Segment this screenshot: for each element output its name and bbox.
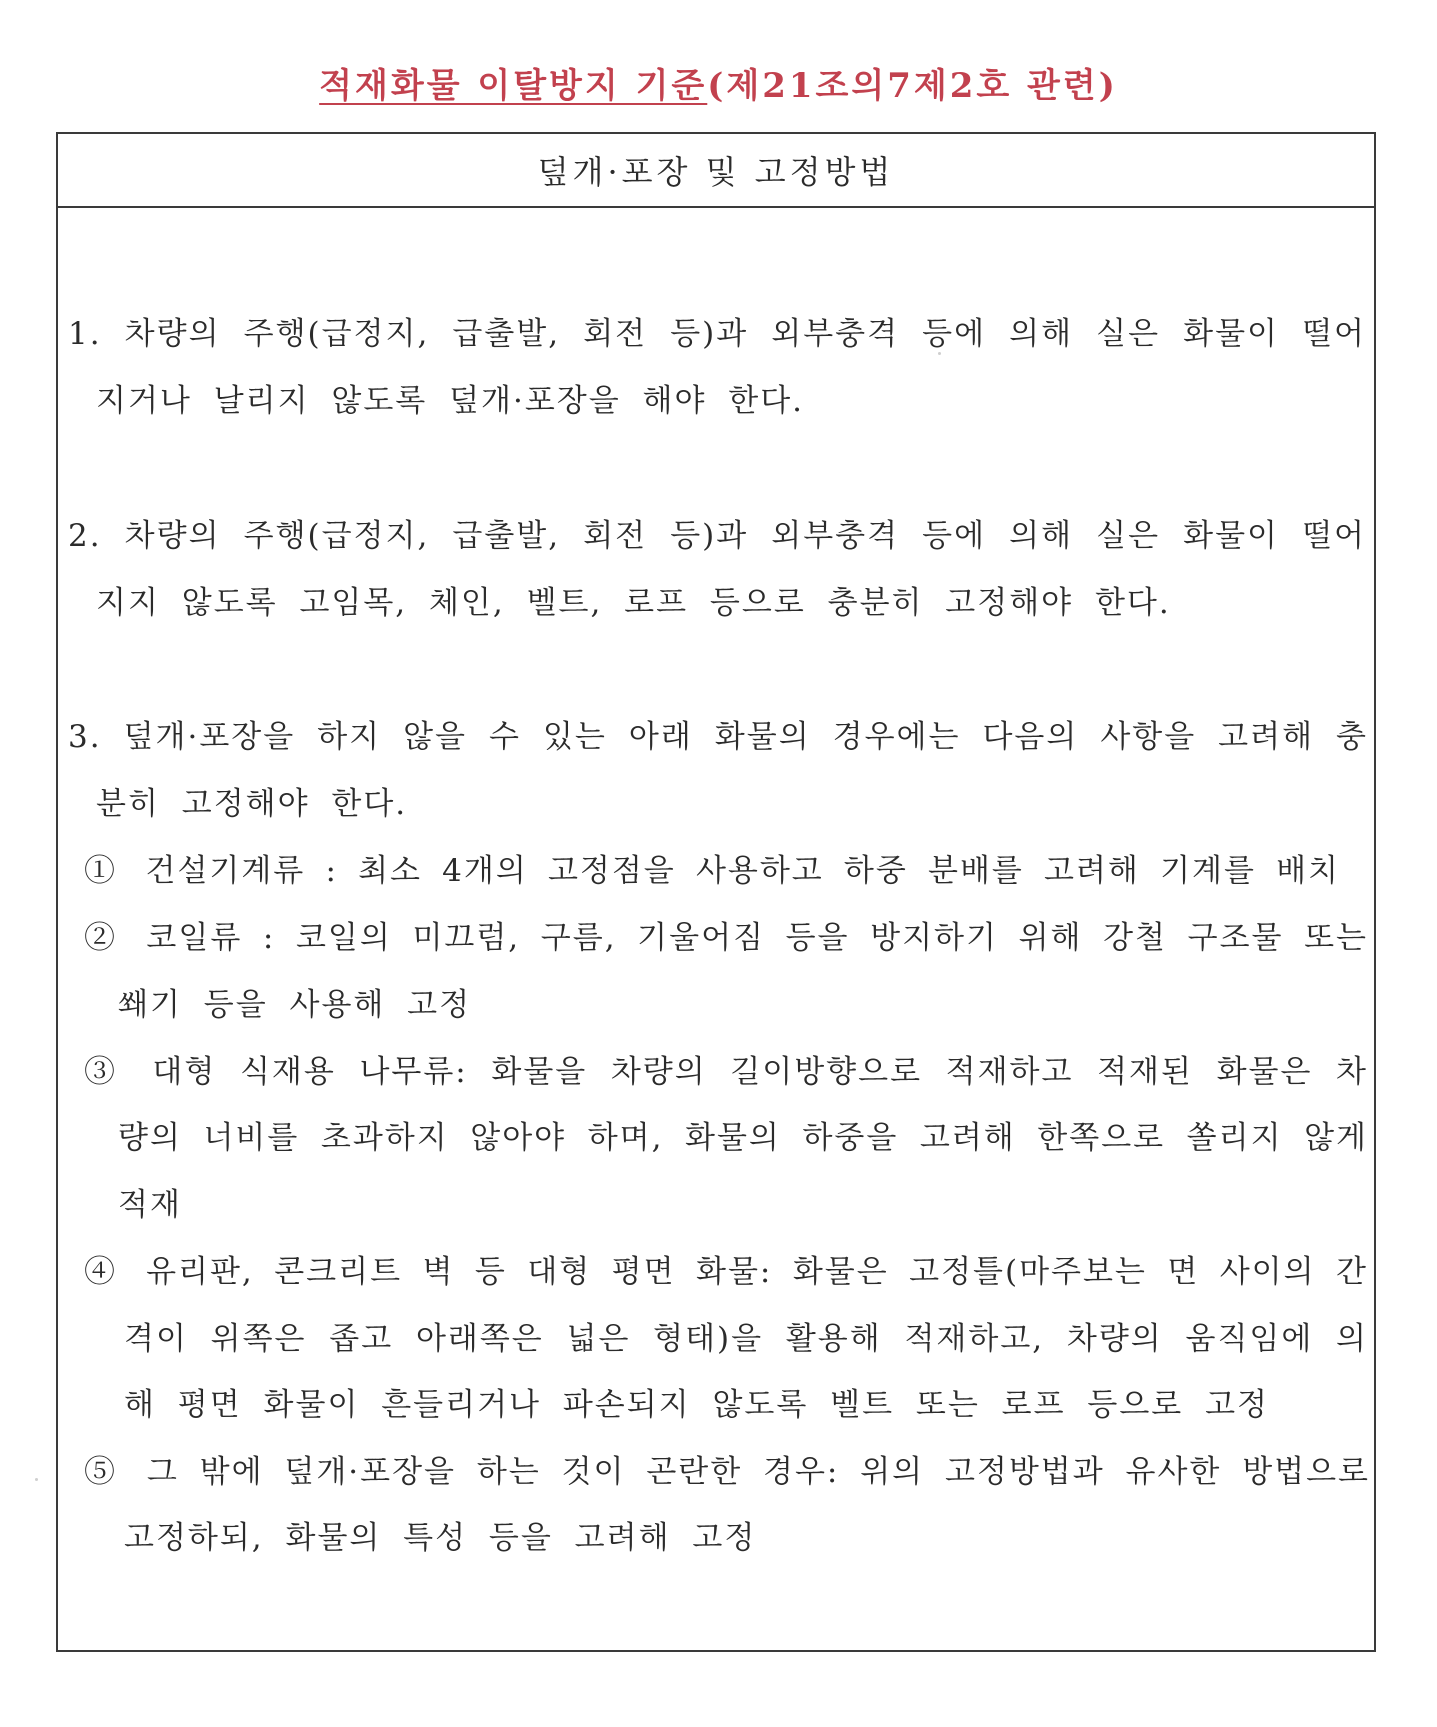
subitem-3-line-1: ③ 대형 식재용 나무류: 화물을 차량의 길이방향으로 적재하고 적재된 화물은 차 (84, 1054, 1368, 1090)
subitem-2-line-2: 쐐기 등을 사용해 고정 (118, 987, 472, 1023)
standards-table (56, 132, 1376, 1652)
subitem-1-line-1: ① 건설기계류 : 최소 4개의 고정점을 사용하고 하중 분배를 고려해 기계를 배치 (84, 853, 1340, 889)
item-3-line-1: 3. 덮개·포장을 하지 않을 수 있는 아래 화물의 경우에는 다음의 사항을 고려해 충 (68, 719, 1368, 755)
scan-artifact (938, 352, 941, 355)
item-2-line-1: 2. 차량의 주행(급정지, 급출발, 회전 등)과 외부충격 등에 의해 실은 화물이 떨어 (68, 518, 1366, 554)
subitem-5-line-2: 고정하되, 화물의 특성 등을 고려해 고정 (124, 1520, 757, 1556)
subitem-3-line-3: 적재 (118, 1187, 182, 1223)
item-3-line-2: 분히 고정해야 한다. (96, 786, 408, 822)
scan-artifact (35, 1478, 38, 1481)
document-title-main: 적재화물 이탈방지 기준 (319, 66, 708, 106)
subitem-2-line-1: ② 코일류 : 코일의 미끄럼, 구름, 기울어짐 등을 방지하기 위해 강철 구조물 또는 (84, 920, 1368, 956)
item-1-line-2: 지거나 날리지 않도록 덮개·포장을 해야 한다. (96, 383, 805, 419)
document-title-reference: (제21조의7제2호 관련) (707, 66, 1118, 106)
item-2-line-2: 지지 않도록 고임목, 체인, 벨트, 로프 등으로 충분히 고정해야 한다. (96, 585, 1171, 621)
subitem-4-line-2: 격이 위쪽은 좁고 아래쪽은 넓은 형태)을 활용해 적재하고, 차량의 움직임에 의 (124, 1321, 1368, 1357)
subitem-5-line-1: ⑤ 그 밖에 덮개·포장을 하는 것이 곤란한 경우: 위의 고정방법과 유사한 방법으로 (84, 1454, 1370, 1490)
item-1-line-1: 1. 차량의 주행(급정지, 급출발, 회전 등)과 외부충격 등에 의해 실은 화물이 떨어 (68, 316, 1366, 352)
subitem-3-line-2: 량의 너비를 초과하지 않아야 하며, 화물의 하중을 고려해 한쪽으로 쏠리지 않게 (118, 1120, 1368, 1156)
document-title (0, 62, 1437, 110)
subitem-4-line-3: 해 평면 화물이 흔들리거나 파손되지 않도록 벨트 또는 로프 등으로 고정 (124, 1387, 1269, 1423)
subitem-4-line-1: ④ 유리판, 콘크리트 벽 등 대형 평면 화물: 화물은 고정틀(마주보는 면 사이의 간 (84, 1254, 1368, 1290)
table-header: 덮개·포장 및 고정방법 (58, 134, 1374, 208)
